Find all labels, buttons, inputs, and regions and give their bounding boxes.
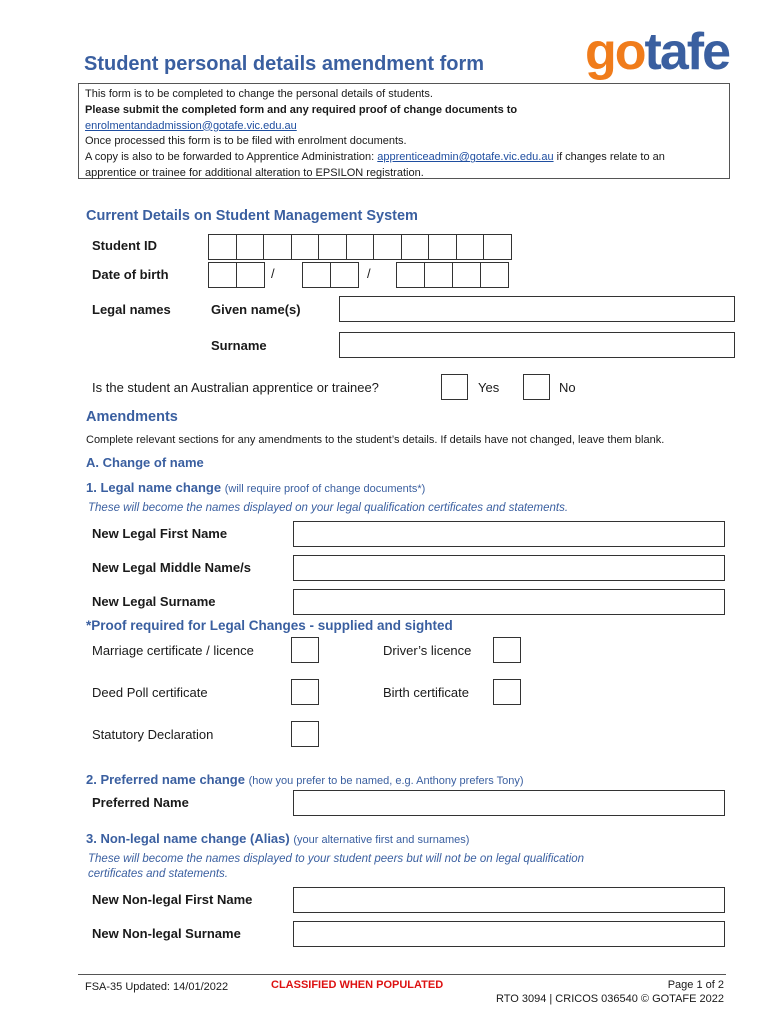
new-legal-surname-label: New Legal Surname [92,594,216,609]
surname-input[interactable] [339,332,735,358]
apprentice-email-link[interactable]: apprenticeadmin@gotafe.vic.edu.au [377,151,554,164]
dob-field-cell[interactable] [396,262,425,288]
dob-field-cell[interactable] [236,262,265,288]
amendments-instructions: Complete relevant sections for any amendments to the student’s details. If details have not changed, leave them blank. [86,434,665,446]
dob-field-cell[interactable] [424,262,453,288]
new-legal-first-label: New Legal First Name [92,526,228,541]
nonlegal-surname-input[interactable] [293,921,725,947]
birth-cert-checkbox[interactable] [493,679,521,705]
intro-line-4: A copy is also to be forwarded to Apprentice Administration: apprenticeadmin@gotafe.vic.edu.au if changes relate to an [85,151,665,164]
legal-names-label: Legal names [92,302,171,317]
footer-divider [78,974,726,975]
preferred-name-input[interactable] [293,790,725,816]
yes-label: Yes [478,380,500,395]
no-label: No [559,380,576,395]
surname-label: Surname [211,338,267,353]
new-legal-first-input[interactable] [293,521,725,547]
gotafe-logo [585,22,729,82]
deed-poll-label: Deed Poll certificate [92,685,208,700]
alias-heading: 3. Non-legal name change (Alias) (your alternative first and surnames) [86,831,470,846]
nonlegal-first-input[interactable] [293,887,725,913]
intro-line-5: apprentice or trainee for additional alteration to EPSILON registration. [85,166,424,179]
legal-name-change-heading: 1. Legal name change (will require proof of change documents*) [86,480,426,495]
statutory-checkbox[interactable] [291,721,319,747]
student-id-field-cell[interactable] [428,234,457,260]
logo-go: go [585,23,645,81]
current-details-heading: Current Details on Student Management System [86,208,418,224]
preferred-name-heading: 2. Preferred name change (how you prefer to be named, e.g. Anthony prefers Tony) [86,772,524,787]
amendments-heading: Amendments [86,409,178,425]
new-legal-surname-input[interactable] [293,589,725,615]
rto-copyright: RTO 3094 | CRICOS 036540 © GOTAFE 2022 [495,993,724,1005]
deed-poll-checkbox[interactable] [291,679,319,705]
apprentice-yes-checkbox[interactable] [441,374,468,400]
legal-name-note: These will become the names displayed on your legal qualification certificates and statements. [88,502,569,514]
alias-note-1: These will become the names displayed to your student peers but will not be on legal qualification [88,853,585,865]
new-legal-middle-input[interactable] [293,555,725,581]
dob-separator-2: / [367,266,371,281]
change-of-name-heading: A. Change of name [86,455,204,470]
student-id-field-cell[interactable] [483,234,512,260]
alias-note-2: certificates and statements. [88,868,228,880]
statutory-label: Statutory Declaration [92,727,214,742]
dob-separator-1: / [271,266,275,281]
marriage-label: Marriage certificate / licence [92,643,254,658]
drivers-label: Driver’s licence [383,643,472,658]
intro-line-2: Please submit the completed form and any required proof of change documents to [85,103,518,116]
page-title: Student personal details amendment form [84,53,485,75]
nonlegal-surname-label: New Non-legal Surname [92,926,241,941]
dob-field-cell[interactable] [452,262,481,288]
student-id-field-cell[interactable] [373,234,402,260]
given-names-input[interactable] [339,296,735,322]
dob-label: Date of birth [92,267,169,282]
student-id-field-cell[interactable] [456,234,485,260]
student-id-field-cell[interactable] [208,234,237,260]
student-id-field-cell[interactable] [346,234,375,260]
dob-field-cell[interactable] [480,262,509,288]
given-names-label: Given name(s) [211,302,301,317]
student-id-field-cell[interactable] [401,234,430,260]
birth-cert-label: Birth certificate [383,685,469,700]
dob-field-cell[interactable] [302,262,331,288]
enrolment-email-link[interactable]: enrolmentandadmission@gotafe.vic.edu.au [85,119,297,132]
preferred-name-label: Preferred Name [92,795,189,810]
student-id-label: Student ID [92,238,157,253]
intro-box [78,83,730,179]
form-code: FSA-35 Updated: 14/01/2022 [85,981,229,993]
student-id-field-cell[interactable] [263,234,292,260]
dob-field-cell[interactable] [330,262,359,288]
page-number: Page 1 of 2 [667,979,724,991]
intro-line-1: This form is to be completed to change the personal details of students. [85,88,433,100]
student-id-field-cell[interactable] [291,234,320,260]
dob-field-cell[interactable] [208,262,237,288]
proof-heading: *Proof required for Legal Changes - supplied and sighted [86,618,453,633]
student-id-field-cell[interactable] [236,234,265,260]
student-id-field-cell[interactable] [318,234,347,260]
marriage-checkbox[interactable] [291,637,319,663]
drivers-checkbox[interactable] [493,637,521,663]
logo-tafe: tafe [644,23,730,81]
new-legal-middle-label: New Legal Middle Name/s [92,560,251,575]
nonlegal-first-label: New Non-legal First Name [92,892,253,907]
apprentice-question: Is the student an Australian apprentice or trainee? [92,380,379,395]
apprentice-no-checkbox[interactable] [523,374,550,400]
classified-notice: CLASSIFIED WHEN POPULATED [271,979,444,991]
intro-line-3: Once processed this form is to be filed with enrolment documents. [85,135,407,148]
